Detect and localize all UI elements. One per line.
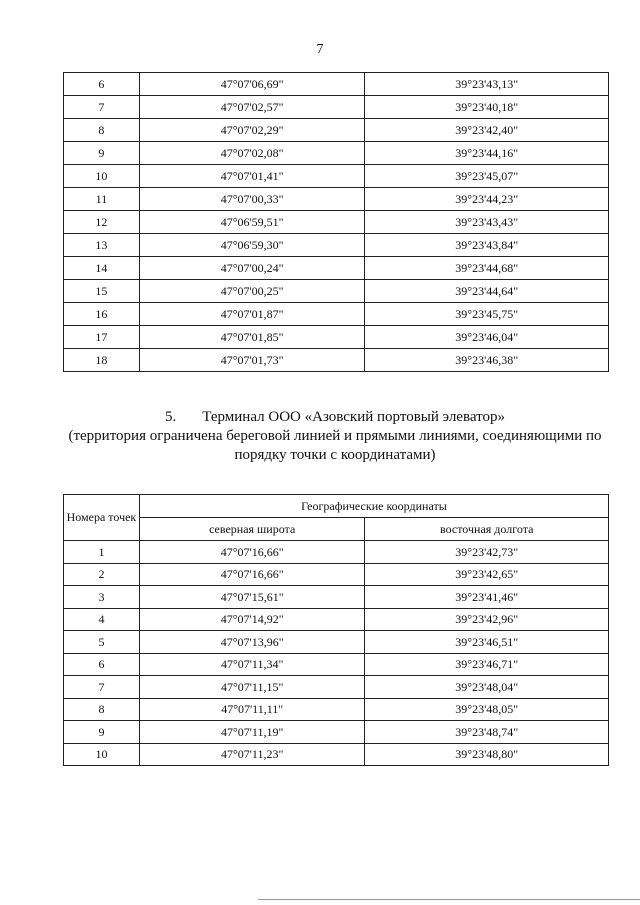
latitude-cell: 47°07'11,15" [139,676,365,699]
longitude-cell: 39°23'45,07" [365,165,609,188]
point-number: 15 [64,280,140,303]
table-row [64,653,609,676]
longitude-cell: 39°23'43,13" [365,73,609,96]
point-number: 3 [64,586,140,609]
table-row [64,631,609,654]
terminal-coordinates-table [63,494,609,766]
latitude-cell: 47°07'01,41" [139,165,365,188]
longitude-cell: 39°23'48,80" [365,743,609,766]
point-number: 12 [64,211,140,234]
table-row [64,721,609,744]
latitude-cell: 47°07'11,23" [139,743,365,766]
table-row [64,257,609,280]
longitude-cell: 39°23'44,64" [365,280,609,303]
table-row [64,165,609,188]
longitude-cell: 39°23'40,18" [365,96,609,119]
longitude-cell: 39°23'44,23" [365,188,609,211]
latitude-cell: 47°07'15,61" [139,586,365,609]
point-number: 4 [64,608,140,631]
point-number: 7 [64,96,140,119]
header-east-longitude: восточная долгота [365,518,609,541]
longitude-cell: 39°23'41,46" [365,586,609,609]
table-header [64,495,609,541]
table-row [64,280,609,303]
longitude-cell: 39°23'42,73" [365,541,609,564]
table-row [64,698,609,721]
latitude-cell: 47°07'14,92" [139,608,365,631]
longitude-cell: 39°23'46,04" [365,326,609,349]
latitude-cell: 47°07'16,66" [139,563,365,586]
table-row [64,211,609,234]
header-point-numbers: Номера точек [64,495,140,541]
latitude-cell: 47°07'11,34" [139,653,365,676]
table-row [64,96,609,119]
latitude-cell: 47°06'59,30" [139,234,365,257]
longitude-cell: 39°23'44,16" [365,142,609,165]
section-subtitle: (территория ограничена береговой линией и прямыми линиями, соединяющими по порядку точки с координатами) [68,428,602,463]
longitude-cell: 39°23'44,68" [365,257,609,280]
table-row [64,326,609,349]
point-number: 14 [64,257,140,280]
point-number: 6 [64,73,140,96]
point-number: 5 [64,631,140,654]
latitude-cell: 47°07'02,08" [139,142,365,165]
section-title: Терминал ООО «Азовский портовый элеватор» [202,409,505,425]
table-row [64,563,609,586]
point-number: 1 [64,541,140,564]
point-number: 2 [64,563,140,586]
longitude-cell: 39°23'43,84" [365,234,609,257]
longitude-cell: 39°23'42,96" [365,608,609,631]
latitude-cell: 47°07'00,24" [139,257,365,280]
point-number: 8 [64,119,140,142]
header-north-latitude: северная широта [139,518,365,541]
point-number: 18 [64,349,140,372]
latitude-cell: 47°07'00,33" [139,188,365,211]
coordinates-table-body [64,73,609,372]
latitude-cell: 47°07'02,57" [139,96,365,119]
table-row [64,676,609,699]
table-row [64,349,609,372]
point-number: 16 [64,303,140,326]
point-number: 13 [64,234,140,257]
longitude-cell: 39°23'46,51" [365,631,609,654]
longitude-cell: 39°23'48,04" [365,676,609,699]
point-number: 6 [64,653,140,676]
longitude-cell: 39°23'46,38" [365,349,609,372]
latitude-cell: 47°06'59,51" [139,211,365,234]
longitude-cell: 39°23'42,65" [365,563,609,586]
latitude-cell: 47°07'02,29" [139,119,365,142]
point-number: 8 [64,698,140,721]
latitude-cell: 47°07'06,69" [139,73,365,96]
longitude-cell: 39°23'48,74" [365,721,609,744]
table-row [64,743,609,766]
latitude-cell: 47°07'11,11" [139,698,365,721]
section-heading [60,408,610,465]
table-row [64,73,609,96]
section-number: 5. [165,409,177,425]
point-number: 10 [64,743,140,766]
coordinates-table-continued [63,72,609,372]
table-row [64,142,609,165]
latitude-cell: 47°07'01,85" [139,326,365,349]
latitude-cell: 47°07'11,19" [139,721,365,744]
longitude-cell: 39°23'45,75" [365,303,609,326]
point-number: 11 [64,188,140,211]
latitude-cell: 47°07'01,73" [139,349,365,372]
longitude-cell: 39°23'42,40" [365,119,609,142]
latitude-cell: 47°07'00,25" [139,280,365,303]
page-number: 7 [316,42,324,57]
table-row [64,234,609,257]
point-number: 9 [64,142,140,165]
table-row [64,586,609,609]
terminal-coordinates-body [64,541,609,766]
latitude-cell: 47°07'13,96" [139,631,365,654]
bottom-edge-line [258,899,640,900]
section-title-line [60,408,610,427]
table-row [64,303,609,326]
header-geo-coordinates: Географические координаты [139,495,608,518]
latitude-cell: 47°07'16,66" [139,541,365,564]
latitude-cell: 47°07'01,87" [139,303,365,326]
point-number: 10 [64,165,140,188]
point-number: 7 [64,676,140,699]
longitude-cell: 39°23'43,43" [365,211,609,234]
longitude-cell: 39°23'48,05" [365,698,609,721]
table-row [64,608,609,631]
longitude-cell: 39°23'46,71" [365,653,609,676]
point-number: 9 [64,721,140,744]
point-number: 17 [64,326,140,349]
table-row [64,188,609,211]
table-row [64,119,609,142]
table-row [64,541,609,564]
